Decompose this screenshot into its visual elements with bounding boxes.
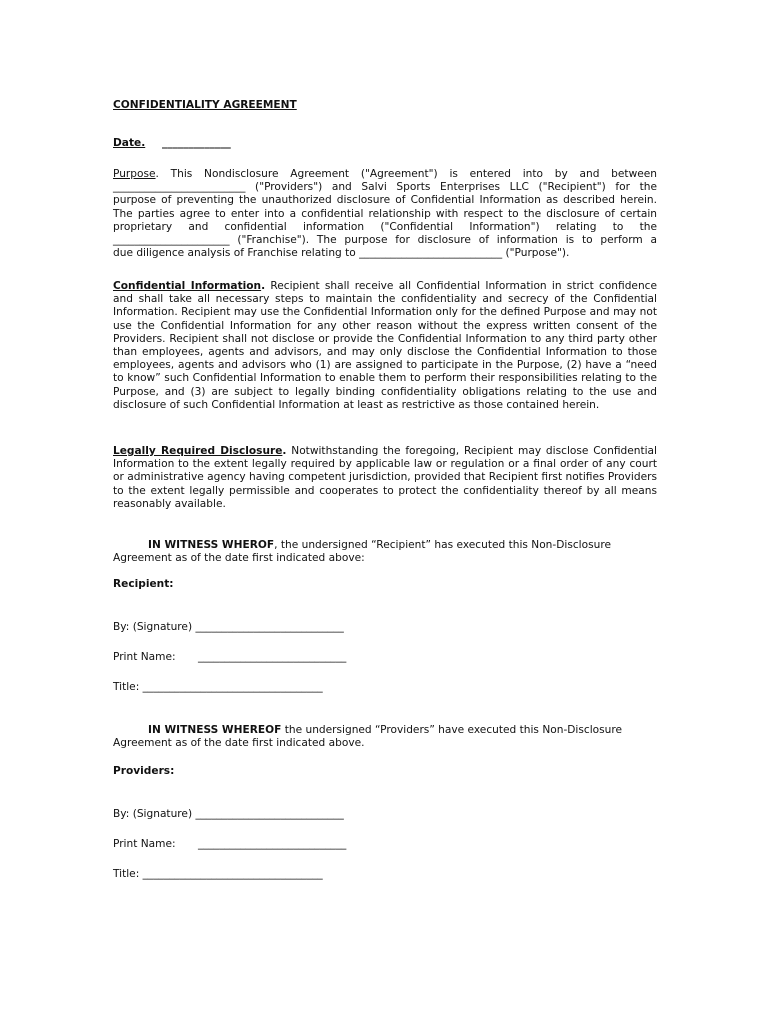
- providers-print-name-label: Print Name:: [113, 838, 176, 850]
- providers-print-name-field[interactable]: ____________________________: [198, 838, 347, 850]
- legal-heading: Legally Required Disclosure: [113, 445, 283, 457]
- purpose-heading: Purpose: [113, 168, 156, 180]
- recipient-print-name-field[interactable]: ____________________________: [198, 651, 347, 663]
- purpose-line-3: purpose of preventing the unauthorized disclosure of Confidential Information as described herein.: [113, 194, 657, 207]
- providers-signature-line[interactable]: By: (Signature) ____________________________: [113, 808, 344, 820]
- purpose-line-2: _________________________ ("Providers") and Salvi Sports Enterprises LLC ("Recipient") for the: [113, 181, 657, 194]
- recipient-print-name-label: Print Name:: [113, 651, 176, 663]
- legally-required-disclosure-section: Legally Required Disclosure. Notwithstanding the foregoing, Recipient may disclose Confidential Information to the extent legally required by applicable law or regulation or a final order of any court or administrative agency having competent jurisdiction, provided that Recipient first notifies Providers to the extent legally permissible and cooperates to protect the confidentiality thereof by all means reasonably available.: [113, 445, 657, 510]
- witness-providers-bold: IN WITNESS WHEREOF: [148, 724, 282, 736]
- confidential-information-section: Confidential Information. Recipient shall receive all Confidential Information in strict confidence and shall take all necessary steps to maintain the confidentiality and secrecy of the Confidential Information. Recipient may use the Confidential Information only for the defined Purpose and may not use the Confidential Information for any other reason without the express written consent of the Providers. Recipient shall not disclose or provide the Confidential Information to any third party other than employees, agents and advisors, and may only disclose the Confidential Information to those employees, agents and advisors who (1) are assigned to participate in the Purpose, (2) have a “need to know” such Confidential Information to enable them to perform their responsibilities relating to the Purpose, and (3) are subject to legally binding confidentiality obligations relating to the use and disclosure of such Confidential Information at least as restrictive as those contained herein.: [113, 280, 657, 411]
- recipient-witness-clause: IN WITNESS WHEROF, the undersigned “Recipient” has executed this Non-Disclosure Agreement as of the date first indicated above:: [113, 539, 611, 565]
- providers-label: Providers:: [113, 765, 175, 777]
- purpose-line-1: Purpose. This Nondisclosure Agreement ("Agreement") is entered into by and between: [113, 168, 657, 180]
- recipient-signature-line[interactable]: By: (Signature) ____________________________: [113, 621, 344, 633]
- providers-witness-clause: IN WITNESS WHEREOF the undersigned “Providers” have executed this Non-Disclosure Agreement as of the date first indicated above.: [113, 724, 623, 750]
- providers-title-line[interactable]: Title: __________________________________: [113, 868, 323, 880]
- date-blank: _____________: [161, 137, 231, 149]
- document-title: CONFIDENTIALITY AGREEMENT: [113, 99, 297, 111]
- purpose-line-5: proprietary and confidential information ("Confidential Information") relating to the: [113, 220, 657, 233]
- legal-text: Notwithstanding the foregoing, Recipient may disclose Confidential Information to the extent legally required by applicable law or regulation or a final order of any court or administrative agency having competent jurisdiction, provided that Recipient first notifies Providers to the extent legally permissible and cooperates to protect the confidentiality thereof by all means reasonably available.: [113, 445, 657, 510]
- recipient-title-line[interactable]: Title: __________________________________: [113, 681, 323, 693]
- purpose-line-7: due diligence analysis of Franchise relating to ___________________________ ("Purpose").: [113, 247, 570, 260]
- purpose-section: [113, 168, 657, 260]
- purpose-line-4: The parties agree to enter into a confidential relationship with respect to the disclosure of certain: [113, 207, 657, 220]
- date-line: [113, 137, 657, 150]
- confidential-text: Recipient shall receive all Confidential Information in strict confidence and shall take all necessary steps to maintain the confidentiality and secrecy of the Confidential Information. Recipient may use the Confidential Information only for the defined Purpose and may not use the Confidential Information for any other reason without the express written consent of the Providers. Recipient shall not disclose or provide the Confidential Information to any third party other than employees, agents and advisors, and may only disclose the Confidential Information to those employees, agents and advisors who (1) are assigned to participate in the Purpose, (2) have a “need to know” such Confidential Information to enable them to perform their responsibilities relating to the Purpose, and (3) are subject to legally binding confidentiality obligations relating to the use and disclosure of such Confidential Information at least as restrictive as those contained herein.: [113, 280, 657, 411]
- date-label: Date.: [113, 137, 146, 149]
- witness-recipient-bold: IN WITNESS WHEROF: [148, 539, 275, 551]
- recipient-label: Recipient:: [113, 578, 174, 590]
- confidential-heading: Confidential Information: [113, 280, 262, 292]
- purpose-line-6: ______________________ ("Franchise"). The purpose for disclosure of information is to perform a: [113, 234, 657, 247]
